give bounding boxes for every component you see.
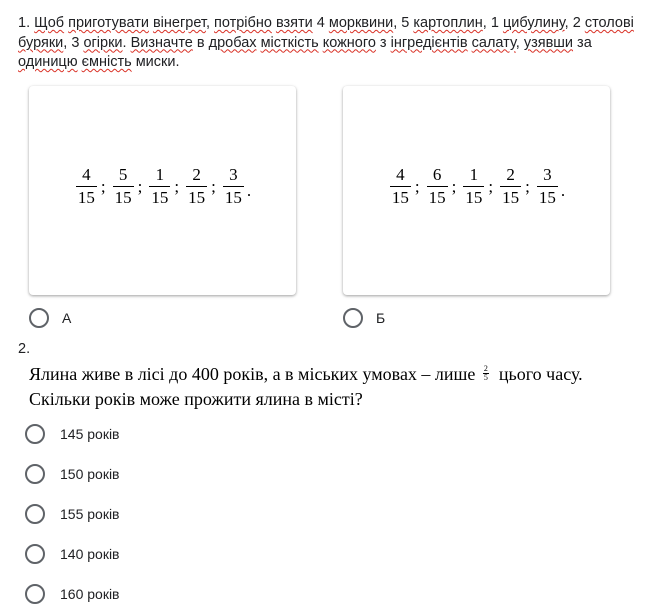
fraction-separator: ; [414, 176, 420, 196]
option-a-fractions [29, 166, 296, 207]
question-1-word: морквини [328, 15, 394, 31]
fraction-end-period: . [560, 180, 566, 200]
radio-button[interactable] [25, 584, 45, 604]
fraction [223, 166, 244, 207]
question-1-word: . [122, 34, 131, 51]
radio-button[interactable] [25, 544, 45, 564]
fraction-denominator: 15 [502, 188, 520, 207]
question-2-fraction-den: 5 [483, 373, 488, 383]
fraction-separator: ; [525, 176, 530, 196]
fraction [149, 166, 170, 207]
fraction [76, 166, 97, 207]
option-label: 145 років [60, 426, 120, 442]
question-1-word: кожного [322, 34, 376, 51]
radio-button[interactable] [25, 464, 45, 484]
question-1-word: , 5 [393, 15, 414, 31]
fraction [427, 166, 448, 207]
fraction-denominator: 15 [391, 188, 409, 207]
option-a-radio[interactable] [29, 308, 49, 328]
question-1-word: , 1 [482, 15, 503, 31]
fraction-denominator: 15 [77, 188, 95, 207]
question-1-word: інгредієнтів [390, 34, 468, 51]
fraction [463, 166, 484, 207]
question-1-word: , [205, 15, 214, 31]
option-label: 160 років [60, 586, 120, 602]
question-1-word: за [573, 34, 592, 51]
fraction-numerator: 3 [229, 165, 238, 184]
question-2-text-before: Ялина живе в лісі до 400 років, а в міських умовах – лише [29, 364, 476, 384]
question-1-text [18, 14, 643, 73]
fraction-denominator: 15 [224, 188, 242, 207]
fraction-separator: ; [100, 176, 106, 196]
option-label: 140 років [60, 546, 120, 562]
fraction-denominator: 15 [428, 188, 446, 207]
question-1-word: узявши [523, 34, 574, 51]
option-b-radio[interactable] [343, 308, 363, 328]
question-1-word: 4 [312, 15, 329, 31]
option-b-label: Б [376, 310, 386, 326]
fraction-numerator: 6 [432, 165, 442, 184]
question-1-word: Щоб [34, 15, 65, 31]
fraction-numerator: 3 [543, 165, 552, 184]
question-1-word: миски [135, 54, 176, 70]
question-1-word: салату [471, 34, 516, 51]
fraction-numerator: 1 [155, 165, 165, 184]
fraction-denominator: 15 [188, 188, 206, 207]
question-1-body [18, 15, 634, 70]
question-2-option-4[interactable] [25, 544, 120, 564]
question-2-text [29, 362, 629, 412]
question-1-word: вінегрет [152, 15, 206, 31]
question-1-word: столові [584, 15, 634, 31]
fraction-numerator: 2 [192, 165, 201, 184]
option-a-label: А [62, 310, 72, 326]
question-2-option-3[interactable] [25, 504, 120, 524]
question-1-word: одиницю [18, 54, 78, 70]
question-2-number: 2. [18, 341, 31, 357]
radio-button[interactable] [25, 504, 45, 524]
fraction-separator: ; [211, 176, 216, 196]
radio-button[interactable] [25, 424, 45, 444]
fraction-separator: ; [174, 176, 180, 196]
question-1-word: ємність [81, 54, 132, 70]
question-2-option-5[interactable] [25, 584, 120, 604]
fraction-denominator: 15 [151, 188, 169, 207]
question-1-word: буряки [18, 34, 64, 51]
option-b-image-card [343, 86, 610, 295]
question-2-fraction [483, 365, 489, 382]
question-1-word: приготувати [68, 15, 149, 31]
fraction [186, 166, 207, 207]
option-b-fractions [343, 166, 610, 207]
question-2-fraction-num: 2 [483, 364, 488, 374]
fraction [390, 166, 411, 207]
question-1-word: . [175, 54, 180, 70]
fraction-numerator: 2 [506, 165, 515, 184]
option-label: 155 років [60, 506, 120, 522]
fraction-end-period: . [246, 180, 252, 200]
question-2-option-1[interactable] [25, 424, 120, 444]
question-1-word: , 3 [63, 34, 84, 51]
question-1-number: 1. [18, 15, 31, 31]
question-1-word: , [515, 34, 524, 51]
fraction-separator: ; [451, 176, 457, 196]
question-1-word: в [192, 34, 209, 51]
question-1-word: Визначте [130, 34, 193, 51]
fraction-separator: ; [488, 176, 494, 196]
fraction-denominator: 15 [465, 188, 483, 207]
question-1-word: цибулину [502, 15, 565, 31]
fraction-separator: ; [137, 176, 143, 196]
option-b-choice[interactable] [343, 308, 385, 328]
question-1-word: потрібно [214, 15, 272, 31]
question-1-word: з [375, 34, 391, 51]
question-1-word: огірки [83, 34, 123, 51]
fraction-numerator: 5 [118, 165, 128, 184]
fraction-denominator: 15 [538, 188, 556, 207]
fraction [500, 166, 521, 207]
question-1-word: місткість [260, 34, 319, 51]
question-1-word: картоплин [413, 15, 483, 31]
question-2-text-after: цього часу. Скільки років може прожити ялина в місті? [29, 364, 583, 409]
fraction [537, 166, 558, 207]
fraction-denominator: 15 [114, 188, 132, 207]
option-a-choice[interactable] [29, 308, 71, 328]
question-1-word: , 2 [564, 15, 585, 31]
option-label: 150 років [60, 466, 120, 482]
question-1-word: дробах [208, 34, 257, 51]
fraction-numerator: 4 [396, 165, 405, 184]
question-1-word: взяти [275, 15, 313, 31]
question-2-option-2[interactable] [25, 464, 120, 484]
option-a-image-card [29, 86, 296, 295]
fraction [113, 166, 134, 207]
fraction-numerator: 1 [469, 165, 479, 184]
fraction-numerator: 4 [82, 165, 91, 184]
